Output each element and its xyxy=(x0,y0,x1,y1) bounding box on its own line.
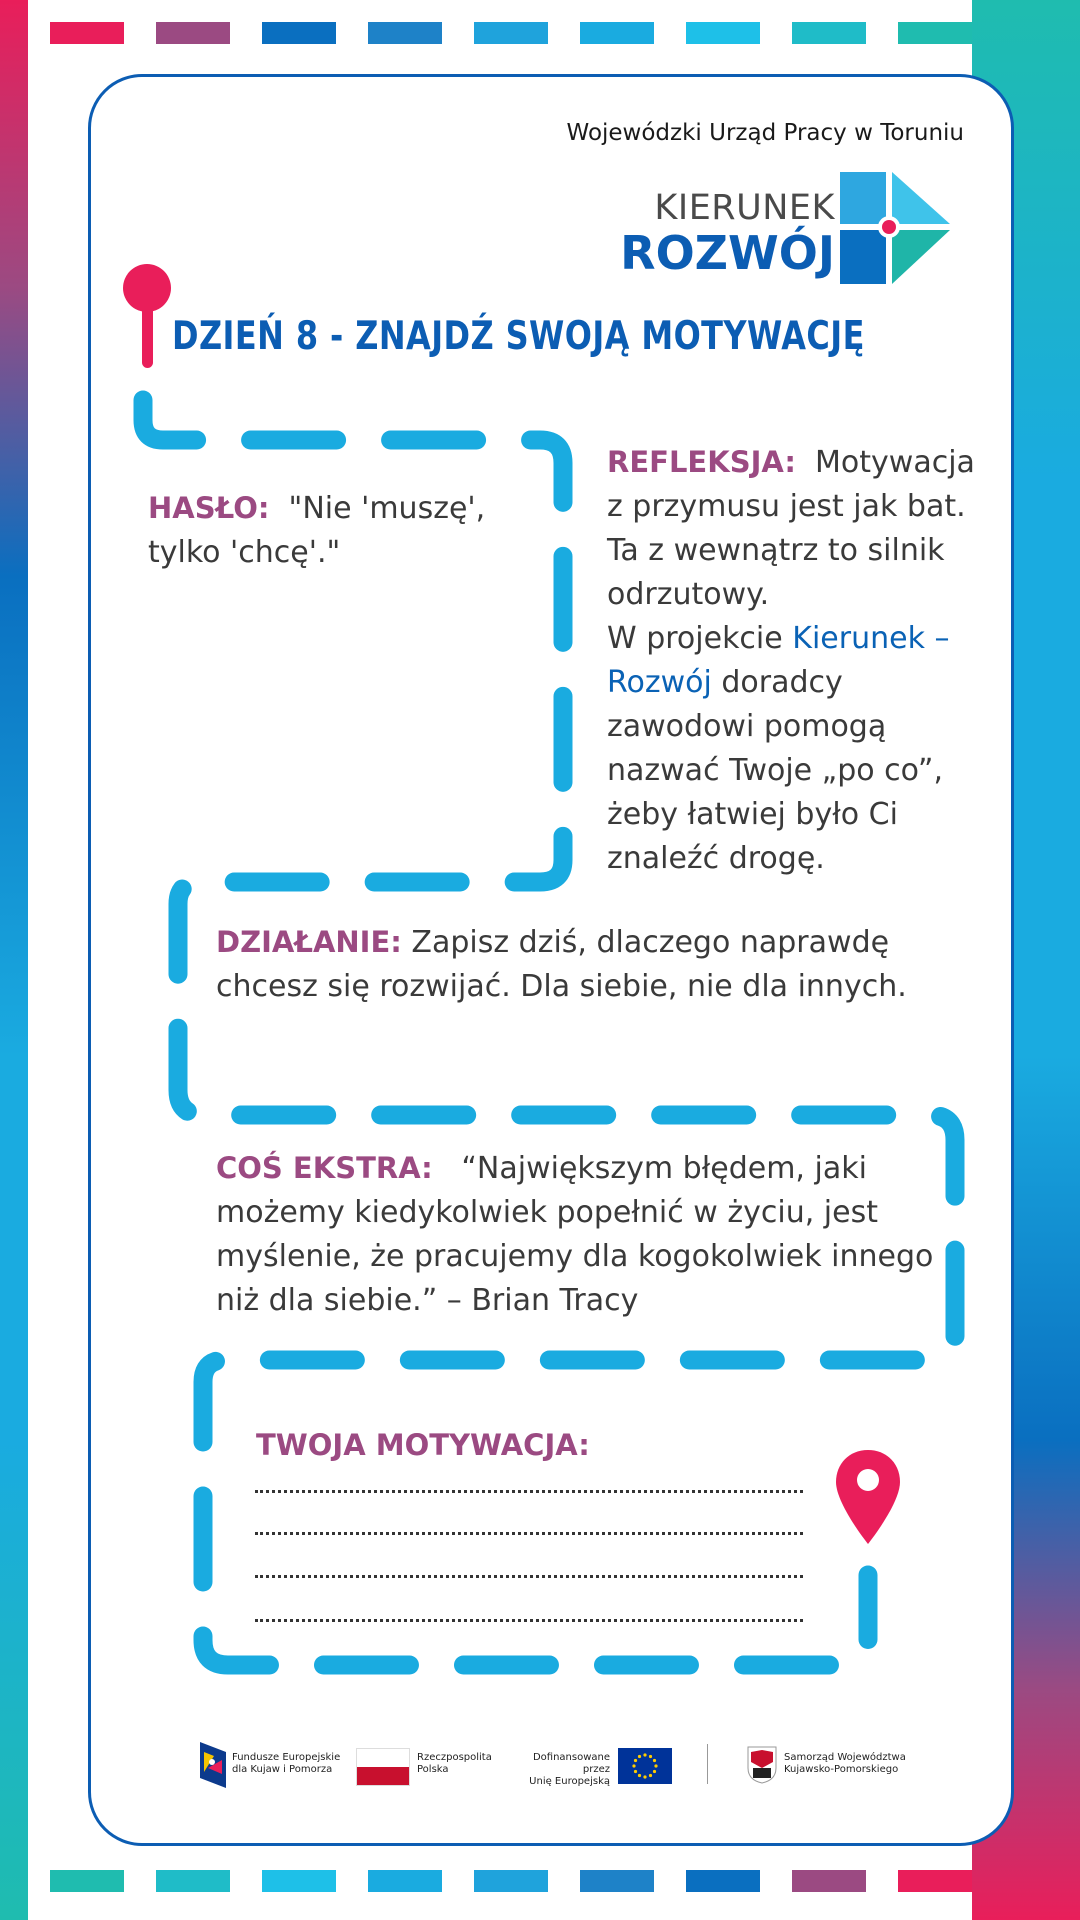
logo-mark-icon xyxy=(840,172,950,286)
refleksja-block xyxy=(607,440,987,881)
write-line-4[interactable] xyxy=(255,1619,803,1622)
refleksja-label: REFLEKSJA: xyxy=(607,445,796,479)
logo-text-kierunek: KIERUNEK xyxy=(654,188,835,228)
footer-logos xyxy=(200,1740,920,1790)
dzialanie-label: DZIAŁANIE: xyxy=(216,925,402,959)
eu-flag-icon xyxy=(618,1748,672,1784)
logo-text-rozwoj: ROZWÓJ xyxy=(620,226,835,280)
twoja-motywacja-label: TWOJA MOTYWACJA: xyxy=(256,1428,590,1462)
cos-ekstra-label: COŚ EKSTRA: xyxy=(216,1151,433,1185)
logo xyxy=(590,170,950,290)
refleksja-text-2a: W projekcie xyxy=(607,621,783,656)
rp-logo-text: Rzeczpospolita Polska xyxy=(417,1752,492,1775)
org-name: Wojewódzki Urząd Pracy w Toruniu xyxy=(566,120,964,146)
haslo-label: HASŁO: xyxy=(148,491,270,525)
write-line-2[interactable] xyxy=(255,1532,803,1535)
write-line-3[interactable] xyxy=(255,1575,803,1578)
project-name-link: Kierunek – Rozwój xyxy=(607,621,950,700)
start-pin-icon xyxy=(122,262,172,372)
cos-ekstra-block xyxy=(216,1146,936,1323)
location-pin-icon xyxy=(834,1448,902,1546)
fe-logo-text: Fundusze Europejskie dla Kujaw i Pomorza xyxy=(232,1752,341,1775)
haslo-block xyxy=(148,486,518,575)
page-title: DZIEŃ 8 - ZNAJDŹ SWOJĄ MOTYWACJĘ xyxy=(172,314,865,359)
ue-logo-text: Dofinansowane przez Unię Europejską xyxy=(529,1752,610,1787)
haslo-text: "Nie 'muszę', tylko 'chcę'." xyxy=(148,491,486,570)
dzialanie-block xyxy=(216,920,916,1009)
rp-flag-icon xyxy=(356,1748,410,1786)
coat-of-arms-icon xyxy=(747,1746,777,1784)
write-line-1[interactable] xyxy=(255,1490,803,1493)
sw-logo-text: Samorząd Województwa Kujawsko-Pomorskiego xyxy=(784,1752,906,1775)
cos-ekstra-text: “Największym błędem, jaki możemy kiedykolwiek popełnić w życiu, jest myślenie, że pracujemy dla kogokolwiek innego niż dla siebie.” – Brian Tracy xyxy=(216,1151,934,1318)
refleksja-text-1: Motywacja z przymusu jest jak bat. Ta z wewnątrz to silnik odrzutowy. xyxy=(607,445,975,612)
refleksja-text-2b: doradcy zawodowi pomogą nazwać Twoje „po co”, żeby łatwiej było Ci znaleźć drogę. xyxy=(607,665,944,876)
footer-divider xyxy=(707,1744,708,1784)
dzialanie-text: Zapisz dziś, dlaczego naprawdę chcesz się rozwijać. Dla siebie, nie dla innych. xyxy=(216,925,907,1004)
fe-logo-icon xyxy=(200,1742,226,1788)
